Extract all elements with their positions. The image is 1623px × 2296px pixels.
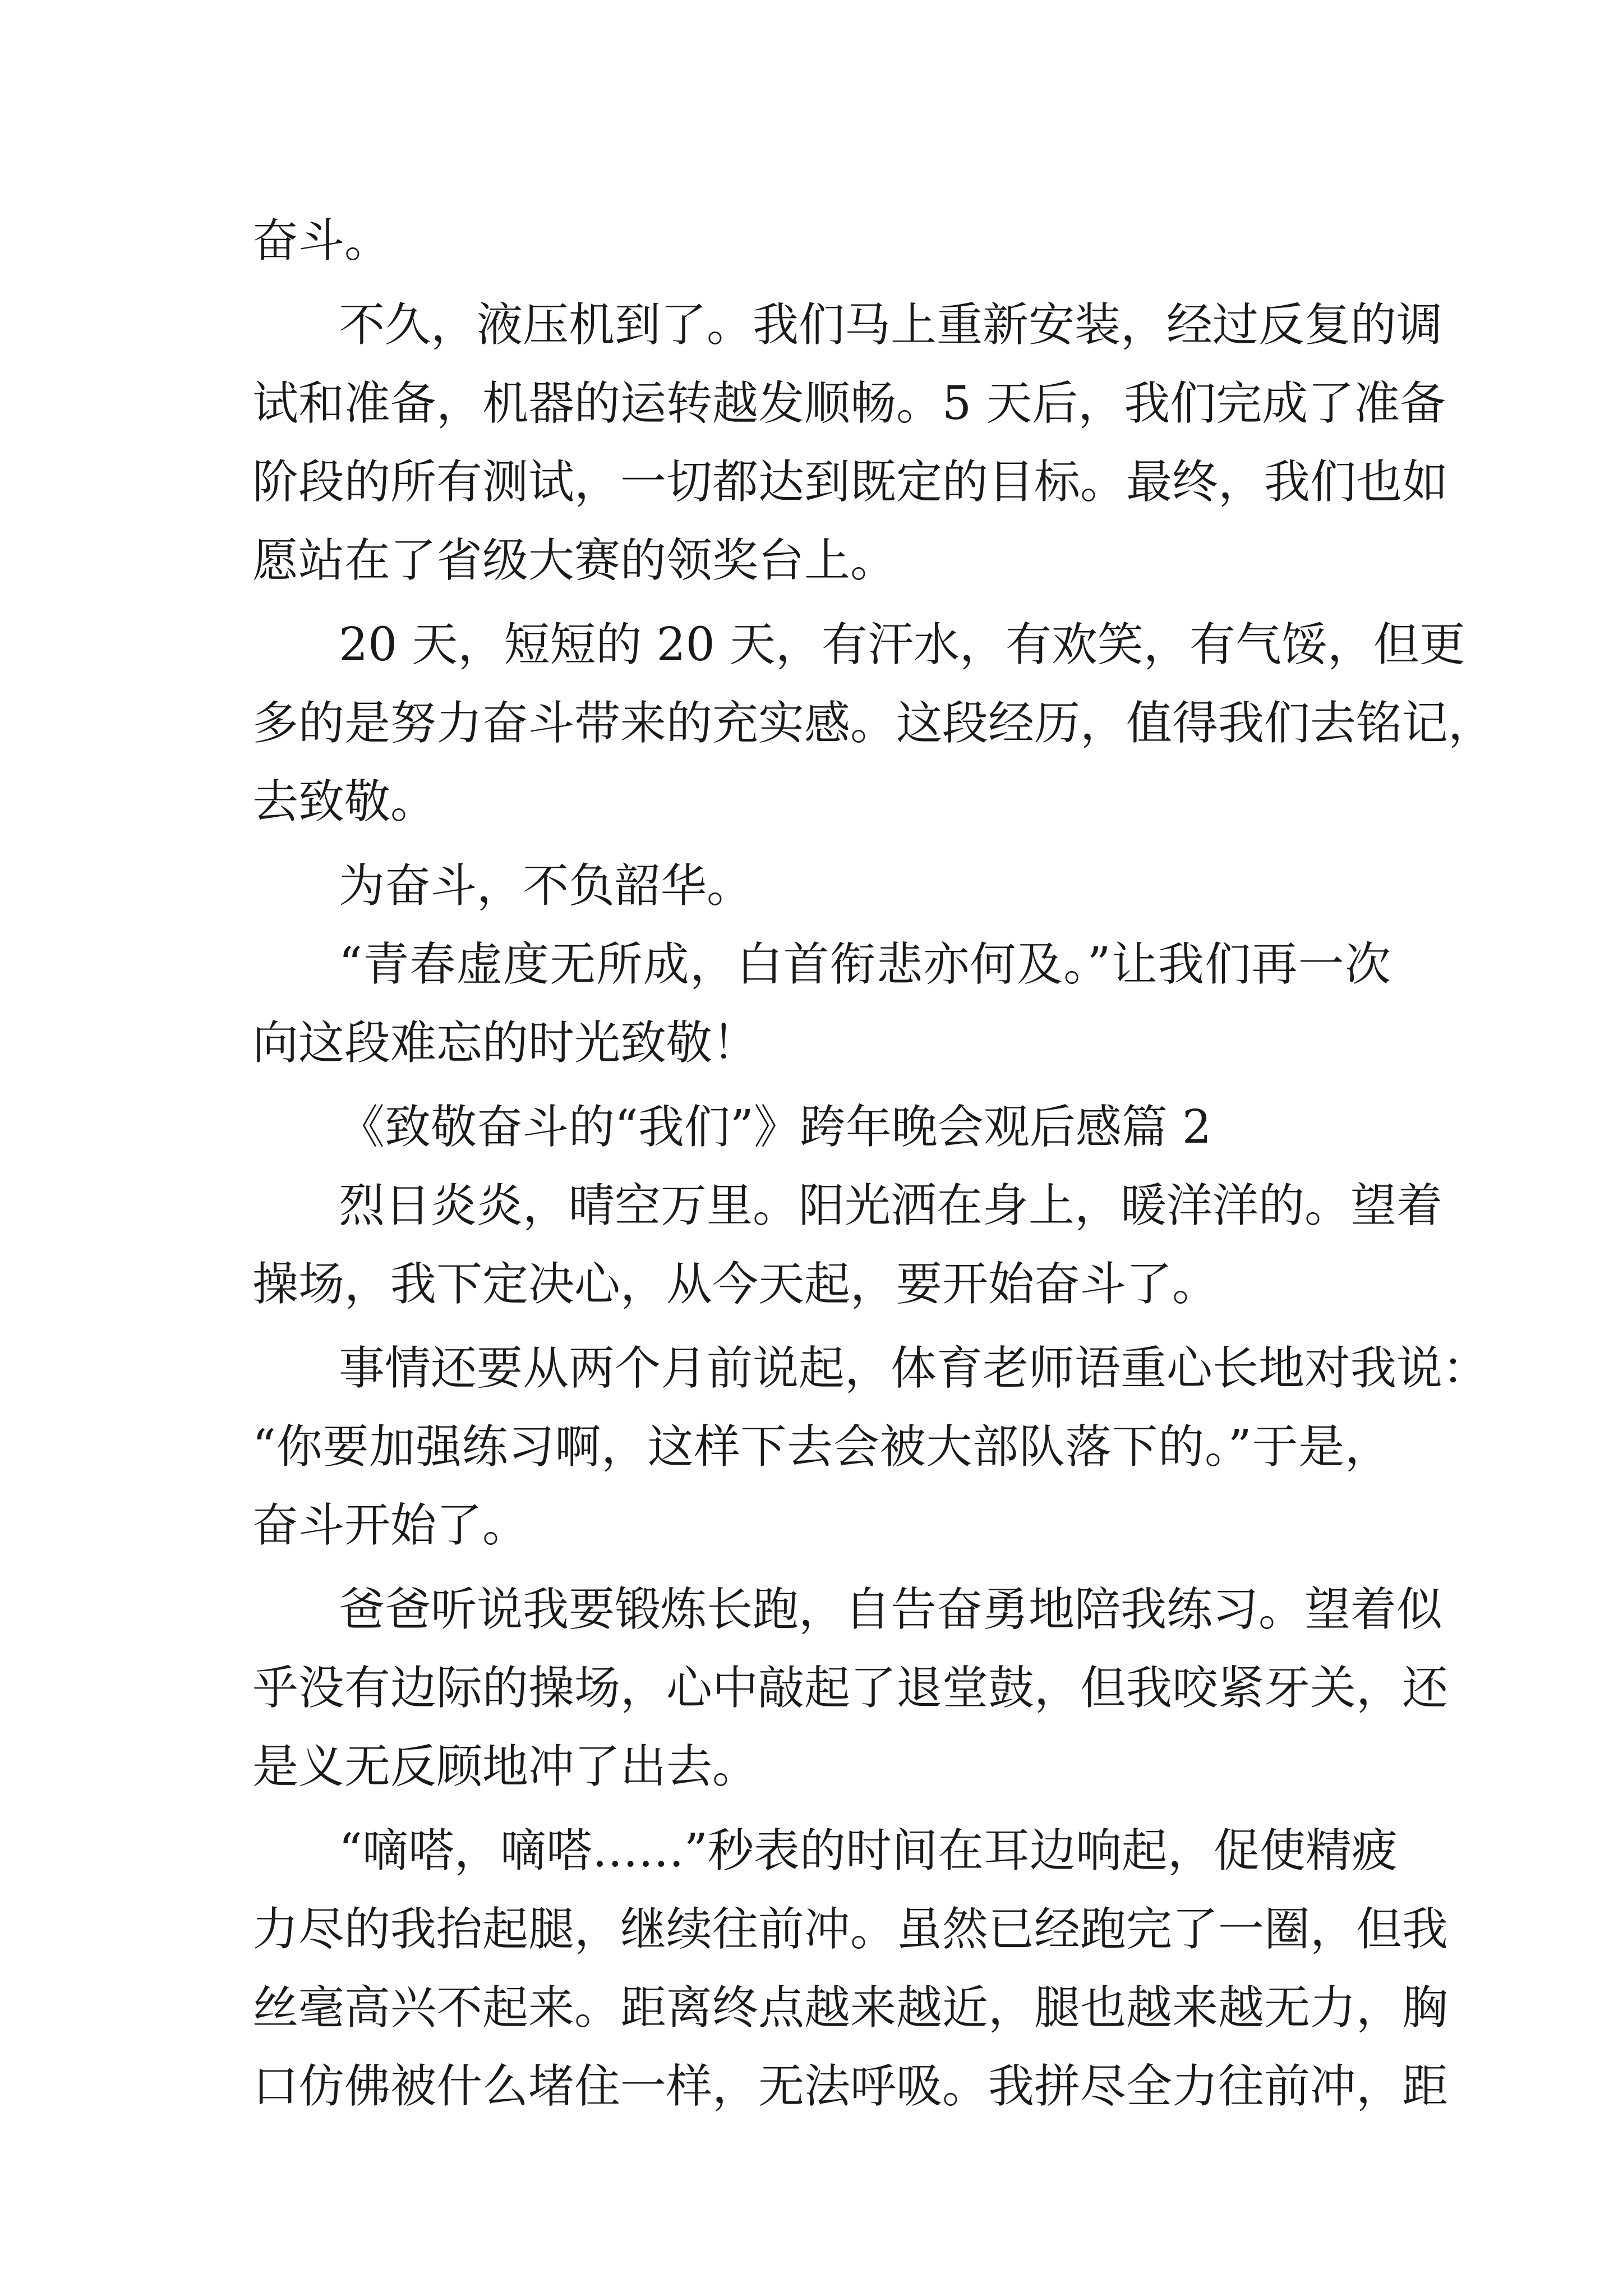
text-line: “你要加强练习啊，这样下去会被大部队落下的。”于是， bbox=[252, 1420, 1391, 1474]
text-line: 爸爸听说我要锻炼长跑，自告奋勇地陪我练习。望着似 bbox=[339, 1583, 1443, 1636]
text-line: 20 天，短短的 20 天，有汗水，有欢笑，有气馁，但更 bbox=[339, 618, 1465, 671]
text-line: 多的是努力奋斗带来的充实感。这段经历，值得我们去铭记， bbox=[252, 697, 1495, 750]
text-line: 是义无反顾地冲了出去。 bbox=[252, 1740, 759, 1793]
text-line: “嘀嗒，嘀嗒……”秒表的时间在耳边响起，促使精疲 bbox=[339, 1824, 1398, 1878]
text-line: 向这段难忘的时光致敬！ bbox=[252, 1016, 759, 1070]
text-line: 乎没有边际的操场，心中敲起了退堂鼓，但我咬紧牙关，还 bbox=[252, 1662, 1449, 1715]
text-line: 力尽的我抬起腿，继续往前冲。虽然已经跑完了一圈，但我 bbox=[252, 1903, 1449, 1956]
text-line: 去致敬。 bbox=[252, 775, 437, 829]
text-line: 阶段的所有测试，一切都达到既定的目标。最终，我们也如 bbox=[252, 455, 1449, 509]
text-line: 丝毫高兴不起来。距离终点越来越近，腿也越来越无力，胸 bbox=[252, 1981, 1449, 2035]
text-line: 口仿佛被什么堵住一样，无法呼吸。我拼尽全力往前冲，距 bbox=[252, 2060, 1449, 2113]
text-line: 烈日炎炎，晴空万里。阳光洒在身上，暖洋洋的。望着 bbox=[339, 1179, 1443, 1232]
text-line: “青春虚度无所成，白首衔悲亦何及。”让我们再一次 bbox=[339, 938, 1391, 991]
text-line: 奋斗开始了。 bbox=[252, 1499, 529, 1552]
text-line: 愿站在了省级大赛的领奖台上。 bbox=[252, 534, 897, 587]
text-line: 操场，我下定决心，从今天起，要开始奋斗了。 bbox=[252, 1258, 1219, 1311]
text-line: 事情还要从两个月前说起，体育老师语重心长地对我说： bbox=[339, 1342, 1489, 1395]
text-line: 不久，液压机到了。我们马上重新安装，经过反复的调 bbox=[339, 298, 1443, 352]
section-heading: 《致敬奋斗的“我们”》跨年晚会观后感篇 2 bbox=[339, 1101, 1212, 1154]
text-line: 为奋斗，不负韶华。 bbox=[339, 859, 753, 913]
text-line: 试和准备，机器的运转越发顺畅。5 天后，我们完成了准备 bbox=[252, 377, 1446, 430]
text-line: 奋斗。 bbox=[252, 214, 391, 268]
